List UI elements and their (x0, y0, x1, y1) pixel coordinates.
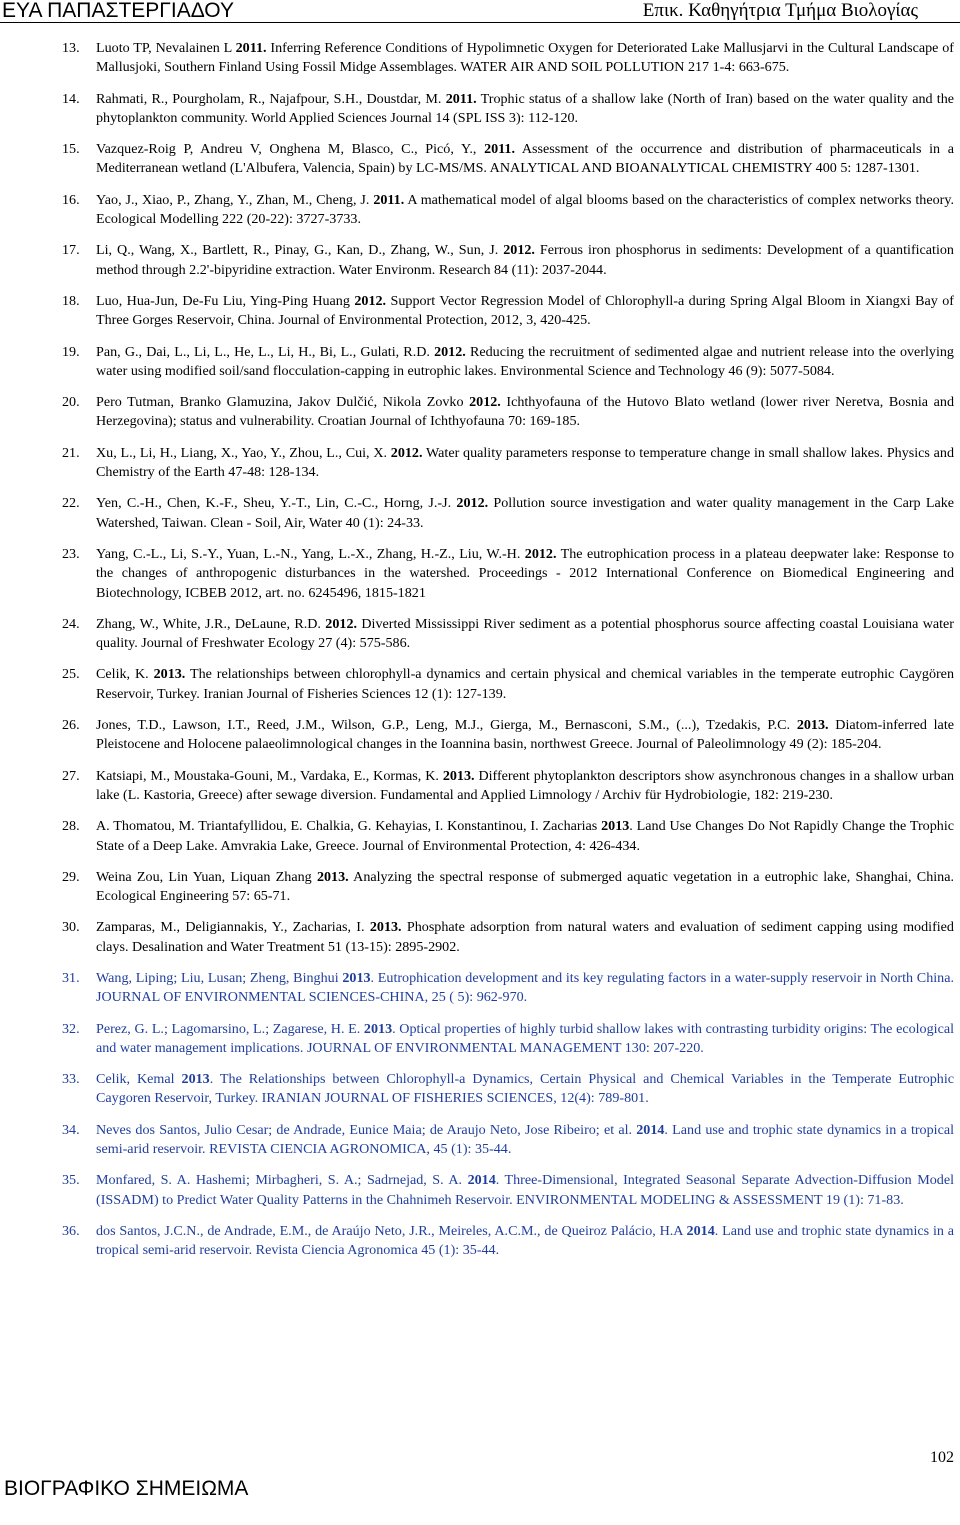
reference-number: 15. (62, 141, 80, 158)
reference-details: Ferrous iron phosphorus in sediments: Development of a quantification method through 2.2'-bipyridine extraction. Water Environm. Research 84 (11): 2037-2044. (96, 242, 954, 278)
reference-authors: Xu, L., Li, H., Liang, X., Yao, Y., Zhou, L., Cui, X. (96, 444, 391, 461)
reference-year: 2013. (442, 767, 475, 784)
reference-item (0, 1121, 960, 1160)
reference-details: Diatom-inferred late Pleistocene and Holocene palaeolimnological changes in the Ioannina basin, northwest Greece. Journal of Paleolimnology 49 (2): 185-204. (96, 717, 954, 753)
reference-authors: Pero Tutman, Branko Glamuzina, Jakov Dulčić, Nikola Zovko (96, 394, 470, 411)
reference-year: 2012. (325, 615, 358, 632)
reference-authors: dos Santos, J.C.N., de Andrade, E.M., de Araújo Neto, J.R., Meireles, A.C.M., de Queiroz Palácio, H.A (96, 1222, 687, 1239)
reference-authors: Katsiapi, M., Moustaka-Gouni, M., Vardaka, E., Kormas, K. (96, 767, 443, 784)
reference-details: Different phytoplankton descriptors show asynchronous changes in a shallow urban lake (L. Kastoria, Greece) after sewage diversion. Fundamental and Applied Limnology / Archiv für Hydrobiologie, 182: 219-230. (96, 767, 954, 803)
reference-number: 34. (62, 1121, 80, 1138)
page-number: 102 (930, 1449, 954, 1466)
reference-authors: Jones, T.D., Lawson, I.T., Reed, J.M., Wilson, G.P., Leng, M.J., Gierga, M., Bernasconi, S.M., (...), Tzedakis, P.C. (96, 717, 797, 734)
reference-item (0, 615, 960, 654)
reference-authors: Zamparas, M., Deligiannakis, Y., Zacharias, I. (96, 919, 370, 936)
reference-details: Analyzing the spectral response of submerged aquatic vegetation in a eutrophic lake, Shanghai, China. Ecological Engineering 57: 65-71. (96, 868, 954, 905)
reference-details: The relationships between chlorophyll-a dynamics and certain physical and chemical variables in the temperate eutrophic Caygören Reservoir, Turkey. Iranian Journal of Fisheries Sciences 12 (1): 127-139. (96, 666, 954, 702)
reference-authors: Luoto TP, Nevalainen L (96, 40, 236, 56)
reference-authors: Yao, J., Xiao, P., Zhang, Y., Zhan, M., Cheng, J. (96, 191, 374, 208)
reference-year: 2011. (373, 191, 405, 208)
reference-details: A mathematical model of algal blooms based on the characteristics of complex networks theory. Ecological Modelling 222 (20-22): 3727-3733. (96, 191, 954, 228)
reference-authors: Pan, G., Dai, L., Li, L., He, L., Li, H., Bi, L., Gulati, R.D. (96, 343, 435, 360)
reference-authors: Monfared, S. A. Hashemi; Mirbagheri, S. A.; Sadrnejad, S. A. (96, 1172, 468, 1189)
reference-item (0, 1222, 960, 1261)
reference-number: 33. (62, 1071, 80, 1088)
reference-number: 14. (62, 90, 80, 107)
reference-item (0, 1070, 960, 1109)
reference-item (0, 241, 960, 280)
reference-number: 31. (62, 969, 80, 986)
reference-year: 2014 (467, 1172, 496, 1189)
reference-year: 2011. (445, 90, 477, 107)
reference-year: 2013 (342, 969, 371, 986)
reference-authors: Wang, Liping; Liu, Lusan; Zheng, Binghui (96, 969, 343, 986)
reference-number: 30. (62, 919, 80, 936)
reference-item (0, 191, 960, 230)
reference-number: 13. (62, 40, 80, 56)
reference-number: 17. (62, 242, 80, 259)
reference-number: 21. (62, 444, 80, 461)
reference-item (0, 1171, 960, 1210)
reference-year: 2013 (601, 818, 630, 835)
reference-authors: Vazquez-Roig P, Andreu V, Onghena M, Blasco, C., Picó, Y., (96, 141, 485, 158)
reference-year: 2012. (390, 444, 423, 461)
reference-item (0, 716, 960, 755)
reference-year: 2014 (636, 1121, 665, 1138)
reference-details: The eutrophication process in a plateau deepwater lake: Response to the changes of anthropogenic disturbances in the watershed. Proceedings - 2012 International Conference on Biomedical Engineering and Biotechnology, ICBEB 2012, art. no. 6245496, 1815-1821 (96, 545, 955, 601)
reference-details: Assessment of the occurrence and distribution of pharmaceuticals in a Mediterranean wetland (L'Albufera, Valencia, Spain) by LC-MS/MS. ANALYTICAL AND BIOANALYTICAL CHEMISTRY 400 5: 1287-1301. (96, 141, 954, 177)
reference-number: 27. (62, 767, 80, 784)
reference-details: Water quality parameters response to temperature change in small shallow lakes. Physics and Chemistry of the Earth 47-48: 128-134. (96, 444, 954, 481)
reference-year: 2012. (503, 242, 535, 259)
reference-details: . The Relationships between Chlorophyll-a Dynamics, Certain Physical and Chemical Variables in the Temperate Eutrophic Caygoren Reservoir, Turkey. IRANIAN JOURNAL OF FISHERIES SCIENCES, 12(4): 789-801. (96, 1071, 955, 1107)
reference-authors: Yen, C.-H., Chen, K.-F., Sheu, Y.-T., Lin, C.-C., Horng, J.-J. (96, 495, 457, 512)
reference-authors: Yang, C.-L., Li, S.-Y., Yuan, L.-N., Yang, L.-X., Zhang, H.-Z., Liu, W.-H. (96, 545, 525, 562)
reference-item (0, 969, 960, 1008)
reference-item (0, 140, 960, 179)
reference-item (0, 817, 960, 856)
reference-number: 25. (62, 666, 80, 683)
reference-number: 24. (62, 615, 80, 632)
reference-details: . Optical properties of highly turbid shallow lakes with contrasting turbidity origins: The ecological and water management implications. JOURNAL OF ENVIRONMENTAL MANAGEMENT 130: 207-220. (96, 1020, 954, 1056)
reference-item (0, 494, 960, 533)
reference-item (0, 665, 960, 704)
reference-number: 35. (62, 1172, 80, 1189)
reference-details: . Land use and trophic state dynamics in a tropical semi-arid reservoir. Revista Ciencia Agronomica 45 (1): 35-44. (96, 1222, 954, 1259)
reference-year: 2013. (369, 919, 402, 936)
reference-authors: Weina Zou, Lin Yuan, Liquan Zhang (96, 868, 317, 885)
reference-number: 28. (62, 818, 80, 835)
reference-year: 2013. (796, 717, 829, 734)
reference-authors: Perez, G. L.; Lagomarsino, L.; Zagarese, H. E. (96, 1020, 364, 1037)
reference-number: 16. (62, 191, 80, 208)
reference-details: Phosphate adsorption from natural waters and evaluation of sediment capping using modified clays. Desalination and Water Treatment 51 (13-15): 2895-2902. (96, 919, 954, 955)
reference-year: 2013. (316, 868, 349, 885)
reference-number: 26. (62, 717, 80, 734)
reference-authors: A. Thomatou, M. Triantafyllidou, E. Chalkia, G. Kehayias, I. Konstantinou, I. Zacharias (96, 818, 602, 835)
page-header (0, 0, 960, 26)
reference-number: 29. (62, 868, 80, 885)
reference-details: Pollution source investigation and water quality management in the Carp Lake Watershed, Taiwan. Clean - Soil, Air, Water 40 (1): 24-33. (96, 495, 955, 531)
reference-item (0, 393, 960, 432)
reference-item (0, 292, 960, 331)
reference-authors: Luo, Hua-Jun, De-Fu Liu, Ying-Ping Huang (96, 292, 355, 309)
footer-title: ΒΙΟΓΡΑΦΙΚΟ ΣΗΜΕΙΩΜΑ (4, 1477, 249, 1500)
reference-details: Inferring Reference Conditions of Hypolimnetic Oxygen for Deteriorated Lake Mallusjarvi in the Cultural Landscape of Mallusjoki, Southern Finland Using Fossil Midge Assemblages. WATER AIR AND SOIL POLLUTION 217 1-4: 663-675. (96, 40, 954, 76)
reference-number: 23. (62, 545, 80, 562)
reference-details: Diverted Mississippi River sediment as a potential phosphorus source affecting coastal Louisiana water quality. Journal of Freshwater Ecology 27 (4): 575-586. (96, 615, 954, 652)
reference-item (0, 868, 960, 907)
reference-year: 2012. (434, 343, 466, 360)
reference-number: 36. (62, 1222, 80, 1239)
reference-item (0, 90, 960, 129)
reference-year: 2012. (524, 545, 557, 562)
reference-item (0, 767, 960, 806)
reference-year: 2014 (686, 1222, 715, 1239)
reference-details: . Eutrophication development and its key regulating factors in a water-supply reservoir in North China. JOURNAL OF ENVIRONMENTAL SCIENCES-CHINA, 25 ( 5): 962-970. (96, 969, 954, 1006)
reference-item (0, 918, 960, 957)
reference-authors: Celik, Kemal (96, 1071, 182, 1088)
reference-year: 2013 (181, 1071, 210, 1088)
reference-year: 2013 (363, 1020, 393, 1037)
reference-number: 20. (62, 394, 80, 411)
header-rule (0, 22, 960, 23)
reference-authors: Li, Q., Wang, X., Bartlett, R., Pinay, G., Kan, D., Zhang, W., Sun, J. (96, 242, 504, 259)
reference-item (0, 39, 960, 78)
reference-year: 2013. (153, 666, 186, 683)
reference-details: . Three-Dimensional, Integrated Seasonal Separate Advection-Diffusion Model (ISSADM) to Predict Water Quality Patterns in the Chahnimeh Reservoir. ENVIRONMENTAL MODELING & ASSESSMENT 19 (1): 71-83. (96, 1172, 954, 1208)
reference-authors: Neves dos Santos, Julio Cesar; de Andrade, Eunice Maia; de Araujo Neto, Jose Ribeiro; et al. (96, 1121, 637, 1138)
reference-item (0, 1020, 960, 1059)
reference-details: Support Vector Regression Model of Chlorophyll-a during Spring Algal Bloom in Xiangxi Bay of Three Gorges Reservoir, China. Journal of Environmental Protection, 2012, 3, 420-425. (96, 292, 954, 329)
reference-number: 18. (62, 292, 80, 309)
header-title: Επικ. Καθηγήτρια Τμήμα Βιολογίας (642, 0, 918, 21)
reference-year: 2011. (235, 40, 267, 56)
reference-authors: Zhang, W., White, J.R., DeLaune, R.D. (96, 615, 326, 632)
reference-item (0, 343, 960, 382)
reference-year: 2012. (456, 495, 489, 512)
reference-item (0, 444, 960, 483)
reference-details: Trophic status of a shallow lake (North of Iran) based on the water quality and the phytoplankton community. World Applied Sciences Journal 14 (SPL ISS 3): 112-120. (96, 90, 955, 126)
reference-authors: Celik, K. (96, 666, 154, 683)
reference-year: 2012. (469, 394, 501, 411)
reference-year: 2011. (484, 141, 515, 158)
reference-number: 22. (62, 495, 80, 512)
reference-details: . Land use and trophic state dynamics in a tropical semi-arid reservoir. REVISTA CIENCIA AGRONOMICA, 45 (1): 35-44. (96, 1121, 954, 1158)
reference-year: 2012. (354, 292, 387, 309)
reference-details: . Land Use Changes Do Not Rapidly Change the Trophic State of a Deep Lake. Amvrakia Lake, Greece. Journal of Environmental Protection, 4: 426-434. (96, 818, 954, 854)
reference-list (0, 39, 960, 1273)
reference-details: Ichthyofauna of the Hutovo Blato wetland (lower river Neretva, Bosnia and Herzegovina); status and vulnerability. Croatian Journal of Ichthyofauna 70: 169-185. (96, 394, 954, 430)
reference-item (0, 545, 960, 603)
reference-number: 32. (62, 1020, 80, 1037)
header-author: ΕΥΑ ΠΑΠΑΣΤΕΡΓΙΑΔΟΥ (2, 0, 234, 22)
reference-details: Reducing the recruitment of sedimented algae and nutrient release into the overlying water using modified soil/sand flocculation-capping in eutrophic lakes. Environmental Science and Technology 46 (9): 5077-5084. (96, 343, 954, 379)
reference-number: 19. (62, 343, 80, 360)
reference-authors: Rahmati, R., Pourgholam, R., Najafpour, S.H., Doustdar, M. (96, 90, 446, 107)
